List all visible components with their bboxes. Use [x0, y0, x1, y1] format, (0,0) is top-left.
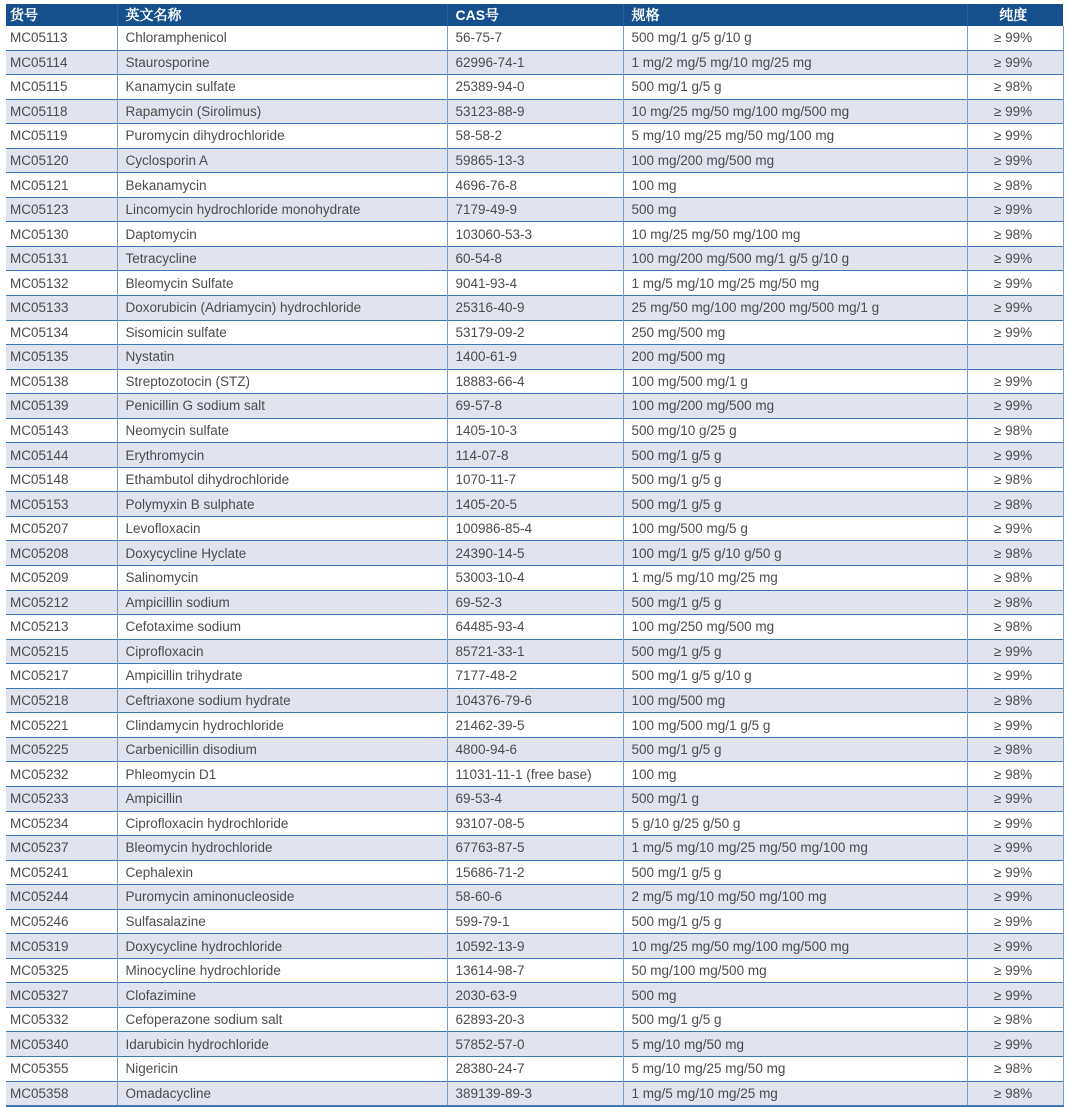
table-row [6, 50, 1063, 75]
cell-catalog-number: MC05209 [6, 566, 117, 591]
cell-purity: ≥ 99% [967, 99, 1063, 124]
cell-cas-number: 1400-61-9 [447, 345, 623, 370]
cell-catalog-number: MC05114 [6, 50, 117, 75]
table-row [6, 541, 1063, 566]
cell-purity: ≥ 99% [967, 320, 1063, 345]
cell-purity: ≥ 98% [967, 615, 1063, 640]
cell-catalog-number: MC05115 [6, 75, 117, 100]
cell-purity: ≥ 98% [967, 737, 1063, 762]
cell-cas-number: 114-07-8 [447, 443, 623, 468]
cell-cas-number: 11031-11-1 (free base) [447, 762, 623, 787]
cell-purity: ≥ 99% [967, 443, 1063, 468]
cell-specification: 500 mg/1 g/5 g [623, 1007, 967, 1032]
cell-catalog-number: MC05120 [6, 148, 117, 173]
cell-cas-number: 57852-57-0 [447, 1032, 623, 1057]
cell-specification: 500 mg [623, 983, 967, 1008]
table-row [6, 664, 1063, 689]
table-row [6, 590, 1063, 615]
cell-specification: 100 mg [623, 762, 967, 787]
cell-english-name: Penicillin G sodium salt [117, 394, 447, 419]
cell-english-name: Ampicillin sodium [117, 590, 447, 615]
column-header-specification: 规格 [623, 4, 967, 26]
cell-specification: 100 mg/500 mg/5 g [623, 516, 967, 541]
cell-purity: ≥ 99% [967, 664, 1063, 689]
cell-purity: ≥ 99% [967, 516, 1063, 541]
cell-cas-number: 85721-33-1 [447, 639, 623, 664]
cell-english-name: Omadacycline [117, 1081, 447, 1106]
cell-purity: ≥ 98% [967, 1081, 1063, 1106]
table-row [6, 615, 1063, 640]
table-row [6, 271, 1063, 296]
table-row [6, 99, 1063, 124]
cell-english-name: Chloramphenicol [117, 26, 447, 50]
cell-cas-number: 53123-88-9 [447, 99, 623, 124]
cell-catalog-number: MC05144 [6, 443, 117, 468]
cell-specification: 100 mg/1 g/5 g/10 g/50 g [623, 541, 967, 566]
cell-english-name: Nystatin [117, 345, 447, 370]
cell-specification: 100 mg/500 mg/1 g [623, 369, 967, 394]
cell-purity: ≥ 99% [967, 271, 1063, 296]
cell-english-name: Minocycline hydrochloride [117, 958, 447, 983]
cell-specification: 500 mg/1 g [623, 786, 967, 811]
cell-catalog-number: MC05332 [6, 1007, 117, 1032]
cell-catalog-number: MC05153 [6, 492, 117, 517]
cell-cas-number: 28380-24-7 [447, 1056, 623, 1081]
cell-english-name: Clofazimine [117, 983, 447, 1008]
table-row [6, 713, 1063, 738]
cell-cas-number: 7177-48-2 [447, 664, 623, 689]
cell-english-name: Lincomycin hydrochloride monohydrate [117, 197, 447, 222]
cell-cas-number: 1405-20-5 [447, 492, 623, 517]
column-header-purity: 纯度 [967, 4, 1063, 26]
cell-catalog-number: MC05340 [6, 1032, 117, 1057]
cell-specification: 1 mg/5 mg/10 mg/25 mg [623, 1081, 967, 1106]
table-body [6, 26, 1063, 1106]
table-row [6, 860, 1063, 885]
cell-catalog-number: MC05225 [6, 737, 117, 762]
cell-catalog-number: MC05143 [6, 418, 117, 443]
cell-catalog-number: MC05327 [6, 983, 117, 1008]
cell-purity: ≥ 98% [967, 590, 1063, 615]
table-row [6, 786, 1063, 811]
cell-catalog-number: MC05217 [6, 664, 117, 689]
cell-english-name: Cefoperazone sodium salt [117, 1007, 447, 1032]
cell-catalog-number: MC05319 [6, 934, 117, 959]
cell-purity: ≥ 98% [967, 418, 1063, 443]
table-row [6, 467, 1063, 492]
cell-specification: 1 mg/2 mg/5 mg/10 mg/25 mg [623, 50, 967, 75]
cell-cas-number: 58-58-2 [447, 124, 623, 149]
cell-catalog-number: MC05244 [6, 885, 117, 910]
cell-english-name: Nigericin [117, 1056, 447, 1081]
cell-catalog-number: MC05246 [6, 909, 117, 934]
cell-cas-number: 58-60-6 [447, 885, 623, 910]
product-catalog-table [6, 4, 1064, 1107]
cell-specification: 100 mg/250 mg/500 mg [623, 615, 967, 640]
cell-specification: 500 mg/1 g/5 g [623, 492, 967, 517]
cell-cas-number: 9041-93-4 [447, 271, 623, 296]
table-row [6, 443, 1063, 468]
cell-purity: ≥ 98% [967, 688, 1063, 713]
cell-english-name: Ceftriaxone sodium hydrate [117, 688, 447, 713]
table-row [6, 148, 1063, 173]
cell-specification: 100 mg/200 mg/500 mg [623, 394, 967, 419]
cell-english-name: Cefotaxime sodium [117, 615, 447, 640]
cell-english-name: Ampicillin [117, 786, 447, 811]
cell-english-name: Bleomycin hydrochloride [117, 836, 447, 861]
table-header [6, 4, 1063, 26]
cell-cas-number: 64485-93-4 [447, 615, 623, 640]
cell-catalog-number: MC05113 [6, 26, 117, 50]
column-header-catalog-number: 货号 [6, 4, 117, 26]
cell-purity: ≥ 99% [967, 860, 1063, 885]
cell-cas-number: 93107-08-5 [447, 811, 623, 836]
cell-purity: ≥ 98% [967, 1056, 1063, 1081]
table-row [6, 26, 1063, 50]
cell-specification: 10 mg/25 mg/50 mg/100 mg/500 mg [623, 934, 967, 959]
cell-catalog-number: MC05131 [6, 246, 117, 271]
cell-purity [967, 345, 1063, 370]
cell-catalog-number: MC05215 [6, 639, 117, 664]
cell-catalog-number: MC05130 [6, 222, 117, 247]
cell-english-name: Clindamycin hydrochloride [117, 713, 447, 738]
cell-specification: 1 mg/5 mg/10 mg/25 mg/50 mg [623, 271, 967, 296]
cell-catalog-number: MC05139 [6, 394, 117, 419]
cell-cas-number: 56-75-7 [447, 26, 623, 50]
column-header-english-name: 英文名称 [117, 4, 447, 26]
cell-purity: ≥ 99% [967, 148, 1063, 173]
cell-cas-number: 13614-98-7 [447, 958, 623, 983]
cell-english-name: Salinomycin [117, 566, 447, 591]
cell-cas-number: 100986-85-4 [447, 516, 623, 541]
cell-purity: ≥ 99% [967, 934, 1063, 959]
cell-english-name: Levofloxacin [117, 516, 447, 541]
cell-purity: ≥ 99% [967, 909, 1063, 934]
cell-cas-number: 69-53-4 [447, 786, 623, 811]
cell-specification: 500 mg/1 g/5 g [623, 443, 967, 468]
cell-specification: 1 mg/5 mg/10 mg/25 mg [623, 566, 967, 591]
cell-specification: 100 mg/500 mg/1 g/5 g [623, 713, 967, 738]
cell-cas-number: 25389-94-0 [447, 75, 623, 100]
table-row [6, 1007, 1063, 1032]
table-row [6, 688, 1063, 713]
cell-english-name: Puromycin dihydrochloride [117, 124, 447, 149]
cell-purity: ≥ 99% [967, 885, 1063, 910]
cell-english-name: Ciprofloxacin [117, 639, 447, 664]
cell-cas-number: 59865-13-3 [447, 148, 623, 173]
cell-purity: ≥ 99% [967, 786, 1063, 811]
table-row [6, 885, 1063, 910]
cell-cas-number: 1070-11-7 [447, 467, 623, 492]
cell-specification: 100 mg/200 mg/500 mg/1 g/5 g/10 g [623, 246, 967, 271]
cell-specification: 100 mg [623, 173, 967, 198]
table-row [6, 345, 1063, 370]
cell-specification: 500 mg/1 g/5 g [623, 639, 967, 664]
table-row [6, 75, 1063, 100]
column-header-cas-number: CAS号 [447, 4, 623, 26]
cell-purity: ≥ 99% [967, 50, 1063, 75]
cell-english-name: Doxycycline hydrochloride [117, 934, 447, 959]
cell-purity: ≥ 98% [967, 1007, 1063, 1032]
table-row [6, 394, 1063, 419]
cell-catalog-number: MC05133 [6, 296, 117, 321]
header-row [6, 4, 1063, 26]
table-row [6, 418, 1063, 443]
cell-english-name: Neomycin sulfate [117, 418, 447, 443]
cell-catalog-number: MC05237 [6, 836, 117, 861]
cell-specification: 500 mg/1 g/5 g [623, 467, 967, 492]
cell-specification: 10 mg/25 mg/50 mg/100 mg/500 mg [623, 99, 967, 124]
cell-english-name: Rapamycin (Sirolimus) [117, 99, 447, 124]
cell-specification: 2 mg/5 mg/10 mg/50 mg/100 mg [623, 885, 967, 910]
cell-specification: 5 mg/10 mg/25 mg/50 mg [623, 1056, 967, 1081]
cell-catalog-number: MC05234 [6, 811, 117, 836]
cell-cas-number: 599-79-1 [447, 909, 623, 934]
cell-catalog-number: MC05233 [6, 786, 117, 811]
table-row [6, 246, 1063, 271]
cell-catalog-number: MC05355 [6, 1056, 117, 1081]
cell-specification: 500 mg/1 g/5 g/10 g [623, 26, 967, 50]
cell-purity: ≥ 98% [967, 492, 1063, 517]
cell-catalog-number: MC05221 [6, 713, 117, 738]
cell-cas-number: 69-52-3 [447, 590, 623, 615]
cell-catalog-number: MC05207 [6, 516, 117, 541]
cell-purity: ≥ 98% [967, 762, 1063, 787]
cell-cas-number: 103060-53-3 [447, 222, 623, 247]
table-row [6, 222, 1063, 247]
table-row [6, 909, 1063, 934]
cell-purity: ≥ 98% [967, 75, 1063, 100]
cell-specification: 200 mg/500 mg [623, 345, 967, 370]
cell-cas-number: 104376-79-6 [447, 688, 623, 713]
cell-english-name: Ethambutol dihydrochloride [117, 467, 447, 492]
cell-catalog-number: MC05121 [6, 173, 117, 198]
cell-catalog-number: MC05325 [6, 958, 117, 983]
cell-cas-number: 21462-39-5 [447, 713, 623, 738]
cell-specification: 1 mg/5 mg/10 mg/25 mg/50 mg/100 mg [623, 836, 967, 861]
cell-purity: ≥ 98% [967, 541, 1063, 566]
table-row [6, 983, 1063, 1008]
cell-catalog-number: MC05213 [6, 615, 117, 640]
table-row [6, 811, 1063, 836]
cell-english-name: Phleomycin D1 [117, 762, 447, 787]
cell-purity: ≥ 99% [967, 246, 1063, 271]
cell-specification: 10 mg/25 mg/50 mg/100 mg [623, 222, 967, 247]
cell-english-name: Daptomycin [117, 222, 447, 247]
cell-catalog-number: MC05118 [6, 99, 117, 124]
cell-catalog-number: MC05241 [6, 860, 117, 885]
cell-catalog-number: MC05232 [6, 762, 117, 787]
cell-specification: 5 mg/10 mg/25 mg/50 mg/100 mg [623, 124, 967, 149]
cell-cas-number: 4800-94-6 [447, 737, 623, 762]
cell-catalog-number: MC05208 [6, 541, 117, 566]
cell-english-name: Idarubicin hydrochloride [117, 1032, 447, 1057]
cell-english-name: Bekanamycin [117, 173, 447, 198]
table-row [6, 737, 1063, 762]
cell-specification: 5 mg/10 mg/50 mg [623, 1032, 967, 1057]
cell-specification: 500 mg [623, 197, 967, 222]
cell-catalog-number: MC05119 [6, 124, 117, 149]
cell-purity: ≥ 99% [967, 26, 1063, 50]
cell-purity: ≥ 99% [967, 811, 1063, 836]
cell-english-name: Cyclosporin A [117, 148, 447, 173]
cell-purity: ≥ 99% [967, 124, 1063, 149]
cell-cas-number: 24390-14-5 [447, 541, 623, 566]
cell-english-name: Sisomicin sulfate [117, 320, 447, 345]
cell-specification: 500 mg/1 g/5 g [623, 737, 967, 762]
table-row [6, 197, 1063, 222]
cell-catalog-number: MC05358 [6, 1081, 117, 1106]
cell-purity: ≥ 98% [967, 173, 1063, 198]
cell-catalog-number: MC05148 [6, 467, 117, 492]
cell-english-name: Bleomycin Sulfate [117, 271, 447, 296]
cell-specification: 500 mg/1 g/5 g [623, 75, 967, 100]
cell-english-name: Doxycycline Hyclate [117, 541, 447, 566]
cell-english-name: Streptozotocin (STZ) [117, 369, 447, 394]
cell-cas-number: 2030-63-9 [447, 983, 623, 1008]
cell-specification: 500 mg/1 g/5 g/10 g [623, 664, 967, 689]
cell-cas-number: 7179-49-9 [447, 197, 623, 222]
table-row [6, 639, 1063, 664]
cell-specification: 250 mg/500 mg [623, 320, 967, 345]
cell-specification: 500 mg/1 g/5 g [623, 590, 967, 615]
cell-catalog-number: MC05132 [6, 271, 117, 296]
cell-purity: ≥ 99% [967, 836, 1063, 861]
cell-purity: ≥ 99% [967, 958, 1063, 983]
cell-specification: 5 g/10 g/25 g/50 g [623, 811, 967, 836]
table-row [6, 1081, 1063, 1106]
cell-cas-number: 15686-71-2 [447, 860, 623, 885]
cell-english-name: Tetracycline [117, 246, 447, 271]
cell-cas-number: 69-57-8 [447, 394, 623, 419]
cell-cas-number: 53003-10-4 [447, 566, 623, 591]
cell-english-name: Sulfasalazine [117, 909, 447, 934]
table-row [6, 958, 1063, 983]
table-row [6, 320, 1063, 345]
cell-specification: 500 mg/1 g/5 g [623, 909, 967, 934]
cell-purity: ≥ 98% [967, 566, 1063, 591]
cell-cas-number: 18883-66-4 [447, 369, 623, 394]
cell-catalog-number: MC05218 [6, 688, 117, 713]
table-row [6, 934, 1063, 959]
cell-specification: 500 mg/10 g/25 g [623, 418, 967, 443]
cell-purity: ≥ 99% [967, 369, 1063, 394]
cell-cas-number: 1405-10-3 [447, 418, 623, 443]
table-row [6, 516, 1063, 541]
cell-purity: ≥ 98% [967, 222, 1063, 247]
cell-cas-number: 62893-20-3 [447, 1007, 623, 1032]
cell-catalog-number: MC05138 [6, 369, 117, 394]
cell-english-name: Erythromycin [117, 443, 447, 468]
cell-purity: ≥ 99% [967, 1032, 1063, 1057]
cell-purity: ≥ 99% [967, 983, 1063, 1008]
cell-specification: 100 mg/200 mg/500 mg [623, 148, 967, 173]
cell-specification: 500 mg/1 g/5 g [623, 860, 967, 885]
cell-english-name: Ampicillin trihydrate [117, 664, 447, 689]
table-row [6, 762, 1063, 787]
table-row [6, 173, 1063, 198]
table-row [6, 124, 1063, 149]
cell-catalog-number: MC05123 [6, 197, 117, 222]
cell-cas-number: 67763-87-5 [447, 836, 623, 861]
table-row [6, 1056, 1063, 1081]
cell-cas-number: 60-54-8 [447, 246, 623, 271]
cell-catalog-number: MC05134 [6, 320, 117, 345]
cell-cas-number: 53179-09-2 [447, 320, 623, 345]
cell-purity: ≥ 99% [967, 713, 1063, 738]
table-row [6, 1032, 1063, 1057]
cell-purity: ≥ 99% [967, 639, 1063, 664]
cell-english-name: Kanamycin sulfate [117, 75, 447, 100]
cell-specification: 25 mg/50 mg/100 mg/200 mg/500 mg/1 g [623, 296, 967, 321]
cell-english-name: Cephalexin [117, 860, 447, 885]
cell-cas-number: 10592-13-9 [447, 934, 623, 959]
table-row [6, 369, 1063, 394]
cell-cas-number: 62996-74-1 [447, 50, 623, 75]
cell-specification: 50 mg/100 mg/500 mg [623, 958, 967, 983]
cell-specification: 100 mg/500 mg [623, 688, 967, 713]
cell-english-name: Doxorubicin (Adriamycin) hydrochloride [117, 296, 447, 321]
cell-purity: ≥ 99% [967, 394, 1063, 419]
cell-purity: ≥ 99% [967, 296, 1063, 321]
table-row [6, 492, 1063, 517]
cell-catalog-number: MC05212 [6, 590, 117, 615]
table-row [6, 836, 1063, 861]
cell-english-name: Polymyxin B sulphate [117, 492, 447, 517]
cell-catalog-number: MC05135 [6, 345, 117, 370]
cell-cas-number: 4696-76-8 [447, 173, 623, 198]
cell-english-name: Staurosporine [117, 50, 447, 75]
cell-purity: ≥ 99% [967, 197, 1063, 222]
cell-purity: ≥ 98% [967, 467, 1063, 492]
table-row [6, 566, 1063, 591]
cell-english-name: Puromycin aminonucleoside [117, 885, 447, 910]
table-row [6, 296, 1063, 321]
cell-english-name: Ciprofloxacin hydrochloride [117, 811, 447, 836]
cell-cas-number: 389139-89-3 [447, 1081, 623, 1106]
cell-english-name: Carbenicillin disodium [117, 737, 447, 762]
cell-cas-number: 25316-40-9 [447, 296, 623, 321]
